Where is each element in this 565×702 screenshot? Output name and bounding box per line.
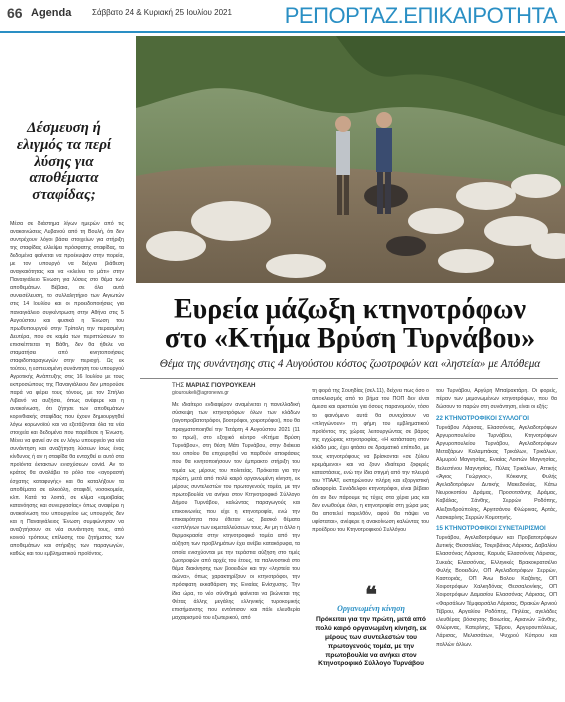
byline-prefix: ΤΗΣ: [172, 382, 185, 389]
group-2-list: Τυρνάβου, Αγελαδοτρόφων και Προβατοτρόφων Δυτικής Θεσσαλίας, Τσεριβάνας Λάρισας, Δαβαλίου Ελασσόνας Λάρισας, Καρυάς Ελασσόνας Λάρισας, Συκεάς Ελασσόνας, Ελληνικές Βρακοκρατσέλιο Φυλής Βοοειδών, ΟΠ Αγελαδοτρόφων Σερρών, Καστοριάς, ΟΠ Άνω Βολου Καζάνης, ΟΠ Χοιροτρόφων Χαλκηδόνας Θεσσαλονίκης, ΟΠ Χοιροτρόφων Δαμασίου Ελασσόνας Λάρισας, ΟΠ «Φαρσάλων Τέμφαρσάλα Λάρισας, Θρακών Αρνιού Τέβρου, Αργαλίου Ροδόπης, Πηλέας, αγελάδες ελευθέρας βόσκησης Βοιωτίας, Αριανών Ξάνθης, Φλώρινας, Κατερίνης, Έβρου, Αργυρουπόλεως, Λάρισας, Μελισσάτων, Ψυχρού Κύπρου και πολλών άλλων.: [436, 535, 557, 648]
subtitle-rule: [140, 378, 558, 379]
issue-date: Σάββατο 24 & Κυριακή 25 Ιουλίου 2021: [92, 8, 232, 17]
header-rule: [0, 31, 565, 33]
pull-quote-text: Πρόκειται για την πρώτη, μετά από πολύ καιρό οργανωμένη κίνηση, εκ μέρους των συντελεστών του πρωτογενούς τομέα, με την πρωτοβουλία να ανήκει στον Κτηνοτροφικό Σύλλογο Τυρνάβου: [315, 616, 427, 668]
article-column-3: [436, 387, 557, 649]
page-number: 66: [7, 5, 23, 21]
section-title: ΡΕΠΟΡΤΑΖ.ΕΠΙΚΑΙΡΟΤΗΤΑ: [284, 3, 557, 28]
author-name: ΜΑΡΙΑΣ ΓΙΟΥΡΟΥΚΕΛΗ: [185, 382, 256, 389]
group-1-heading: 22 ΚΤΗΝΟΤΡΟΦΙΚΟΙ ΣΥΛΛΟΓΟΙ: [436, 414, 529, 422]
author-email: giouroukeli@agronews.gr: [172, 390, 229, 396]
quote-mark-icon: ❝: [365, 582, 377, 607]
article-column-1: Με ιδιαίτερο ενδιαφέρον αναμένεται η πανελλαδική σύσκεψη των κτηνοτρόφων όλων των κλάδων (αιγοπροβατοτρόφοι, βοοτρόφοι, χοιροτρόφοι), που θα πραγματοποιηθεί την Τετάρτη 4 Αυγούστου 2021 (11 το πρωί), στο εξοχικό κέντρο «Κτήμα Βρύση Τυρνάβου», στη θέση Μάτι Τυρνάβου, στην διάκεια του οποίου θα επιχειρηθεί να παρθούν αποφάσεις που θα κινητοποιήσουν τον έμπρακτο στήριξη του τομέα ως μέρους του πολιτείας. Πρόκειται για την πρώτη, μετά από πολύ καιρό οργανωμένη κίνηση, εκ μέρους συντελεστών του πρωτογενούς τομέα, με την πρωτοβουλία να ανήκει στον Κτηνοτροφικό Σύλλογο Δήμου Τυρνάβου, καλώντας παραγωγούς και επικοινωνίες που είχε η κτηνοτροφία, ενώ την επικαιρότητα που έθεταν ως βασικό θέματα «εσπλήνων των εκμεταλλεύσεων τους. Αν μη τι άλλο η θερμοκρασία στην κτηνοτροφικό τομέα από την αύξηση των προβλημάτων έχει ανέβει κατακόρυφα, τα οποία ενισχύονται με την τεράστια αύξηση στο τιμές ζωοτροφών από αρχές του έτους, τα παλινοστικά στο θέμα διακίνησης των βοοειδών και την «ληστεία του αιώνα», όπως χαρακτηρίζουν οι κτηνοτρόφοι, την πρόσφατη εκκαθάριση της Ενιαίας Ενίσχυσης. Την ίδια ώρα, το νέο σύνθημά φαίνεται να βιώνεται της Φέτας άλλης μεγάλης ελληνικής τυροκομικής επισήμανσης που εντόπισαν και πάλι ελευθερία μαχαιρισμού του εξωτερικού, από: [172, 402, 300, 622]
sidebar-body: Μέσα σε διάστημα λίγων ημερών από τις ανακοινώσεις Λυβανού από τη Βουλή, ότι δεν συντρέχουν λόγοι βάσει στοιχείων για στήριξη της σταφίδας ελλείψει πρόσφατης σταφίδας, τα δεδομένα φαίνεται να προέκυψαν στην πορεία, με τον υπουργό να δείχνει βιάθεση αναγκαιότητας και να «κλείνει το μάτι» στην Παναιγιάλειο Ένωση για λύσεις στο θέμα των αποθεμάτων. Βέβαια, σε όλα αυτά συνεισέλευση, το συλλαλητήριο των Αιγιωτών στις 14 Ιουλίου και οι προειδοποιήσεις για παναιγιάλειο συγκέντρωση στην Αθήνα στις 5 Αυγούστου και φυσικά η Ένωση του πρωθυπουργού στην Τρίπολη την περασμένη Δευτέρα, που σε καμία των περιπτώσεων το επισκέπτεται τη Βάθη, δεν θα ήθελε να σταματήσει από κινητοποιήσεις σταφιδοπαραγωγών στην περιοχή. Ως εκ τούτου, η εσπευσμένη συνάντηση του υπουργού Αγροτικής Ανάπτυξης στις 16 Ιουλίου με τους εκπροσώπους της Παναιγιάλειου δεν μπορούσε παρά να φέρει τους τόνους, με τον Σπήλιο Λιβανό να αυξήσει, όπως ανέφερε και η ανακοίνωση, ότι ζήτησε των αποθεμάτων κορινθιακής σταφίδας που έχουν δημιουργηθεί λόγω κορωνοϊού και να εξετάζονται όλα τα νέα στοιχεία και δεδομένα που παρέθεσε η Ένωση. Μένει να φανεί αν σε εν λόγω υπουργείο για νέα συνάντηση και αναζήτηση λύσεων ίσως ένας κίνδυνος ή αν η σταφίδα θα ενταχθεί ει αυτό στα προϊόντα έκτακτων ενισχύσεων covid. Αν το κράτος θα αναλάβει το ρόλο του «αγοραστή έσχατης καταφυγής» και θα καταλήξουν τα αποθέματα σε αλκοόλη, σταφιδί, νοσοκομεία, κλπ. Κατά τα λοιπά, σε κλίμα «αμοιβαίας κατανόησης και συνεργασίας» όπως αναφέρει η ανακοίνωση του υπουργείου ως υπουργός δεν και η Παναιγιάλειος Ένωση συμφώνησαν να αναζητήσουν σε νέα συνάντηση τους, από κοινού τρόπους επίλυσης του ζητήματος των αποθεμάτων και στήριξης των παραγωγών, καθώς και του εμβληματικού προϊόντος.: [10, 221, 124, 557]
article-column-2: τη φορά της Σουηδίας (σελ.11), δείχνει πως όσο ο αποκλεισμός από το βήμα του ΠΟΠ δεν είναι άμεσα και αριστεύει για όσους παρανομούν, τόσο το φαινόμενο αυτά θα συνεχίσουν να «πληγώνουν» τη φήμη του εμβληματικού προϊόντος της χώρας λειτουργώντας σε βάρος της εγχώριας κτηνοτροφίας. «Η κατάσταση στον κλάδο μας, έχει φτάσει σε δραματικό επίπεδο, με τους κτηνοτρόφους να βρίσκονται «σε ξύλου κρεμάμενοι» και να ζουν ιδιαίτερα ζοφερές καταστάσεις, ενώ την ίδια στιγμή από την πλευρά του ΥΠΑΑΤ, εκπηρώνουν πλήρη και εξοργιστική αδιαφορία. Συνάδελφοι κτηνοτρόφοι, είναι βέβαιο ότι αν δεν πάρουμε τις τύχες στα χέρια μας και δεν ενωθούμε όλοι, η κτηνοτροφία στη χώρα μας θα αποτελεί παρελθόν, αφού θα πάψει να υφίσταται», ανέφερε η ανακοίνωση καλώντας του προέδρου του Κτηνοτροφικού Συλλόγου: [312, 388, 429, 534]
column-3-intro: του Τυρνάβου, Αργύρη Μπαϊρακτάρη. Οι φορείς, πέραν των μεμονωμένων κτηνοτρόφων, που θα δώσουν το παρών στη συνάντηση, είναι οι εξής:: [436, 388, 557, 411]
article-headline: Ευρεία μάζωξη κτηνοτρόφων στο «Κτήμα Βρύση Τυρνάβου»: [164, 294, 536, 355]
pull-quote-title: Οργανωμένη κίνηση: [337, 604, 405, 613]
byline: [172, 382, 255, 389]
masthead: Agenda: [31, 7, 72, 19]
group-1-list: Τυρνάβου Λάρισας, Ελασσόνας, Αγελαδοτρόφων Αργυροπουλείου Τυρνάβου, Κτηνοτρόφων Αργυροπουλείου Τυρνάβου, Αγελαδοτρόφων Μεταξάρων Καλαμπάκας Τρικάλων, Τρικάλων, Αλμυρού Μαγνησίας, Ενιαίας Λοιπών Μαγνησίας, Βελεστίνου Μαγνησίας, Πύλας Τρικάλων, Αττικής «Άγιος Γεώργιος», Κόκκινης Φυλής Αγελαδοτρόφων Δυτικής Μακεδονίας, Κάτω Νευροκοπίου Δράμας, Προσοτσάνης Δράμας, Καβάλας, Σάνθης, Σερρών Ροδόπης, Αλεξανδρούπολης, Αργιτσάνου Φλώρινας, Αρτάς, Λασκαρίνης Σερρών Κομοτηνής.: [436, 424, 557, 521]
group-2-heading: 15 ΚΤΗΝΟΤΡΟΦΙΚΟΙ ΣΥΝΕΤΑΙΡΙΣΜΟΙ: [436, 525, 546, 533]
page-header: [0, 0, 565, 32]
article-subtitle: Θέμα της συνάντησης στις 4 Αυγούστου κόστος ζωοτροφών και «ληστεία» με Απόθεμα: [159, 358, 541, 370]
herd-photo-illustration: [136, 36, 565, 283]
sidebar-title: Δέσμευση ή ελιγμός τα περί λύσης για αποθέματα σταφίδας;: [16, 120, 112, 204]
article-photo: [136, 36, 565, 283]
pull-quote: [312, 584, 430, 669]
